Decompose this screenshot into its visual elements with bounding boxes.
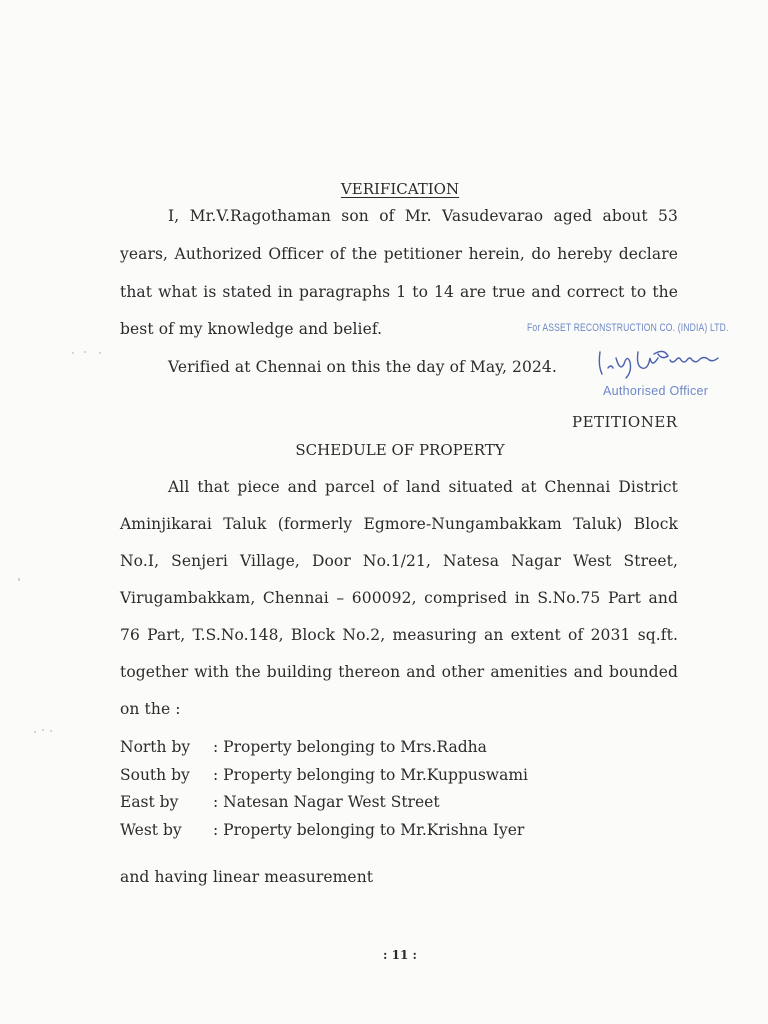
verification-line-3: that what is stated in paragraphs 1 to 14 are true and correct to the	[120, 283, 678, 301]
schedule-heading: SCHEDULE OF PROPERTY	[295, 441, 505, 459]
verification-line-1: I, Mr.V.Ragothaman son of Mr. Vasudevarao aged about 53	[168, 207, 678, 225]
scan-speck	[72, 352, 74, 354]
schedule-line-7: on the :	[120, 700, 181, 718]
petitioner-label: PETITIONER	[572, 413, 678, 431]
boundary-value: : Property belonging to Mr.Kuppuswami	[213, 766, 528, 784]
schedule-line-3: No.I, Senjeri Village, Door No.1/21, Natesa Nagar West Street,	[120, 552, 678, 570]
scan-speck	[99, 352, 101, 354]
scan-speck	[50, 730, 52, 732]
boundary-value: : Natesan Nagar West Street	[213, 793, 440, 811]
scan-speck	[42, 729, 44, 731]
boundary-value: : Property belonging to Mrs.Radha	[213, 738, 487, 756]
scan-speck	[84, 351, 86, 353]
company-stamp: For ASSET RECONSTRUCTION CO. (INDIA) LTD.	[527, 322, 729, 334]
verified-line: Verified at Chennai on this the day of May, 2024.	[168, 358, 557, 376]
schedule-line-1: All that piece and parcel of land situated at Chennai District	[168, 478, 678, 496]
boundary-direction: West by	[120, 821, 182, 839]
boundary-direction: South by	[120, 766, 190, 784]
boundary-value: : Property belonging to Mr.Krishna Iyer	[213, 821, 525, 839]
boundary-direction: North by	[120, 738, 191, 756]
schedule-line-4: Virugambakkam, Chennai – 600092, comprised in S.No.75 Part and	[120, 589, 678, 607]
schedule-line-2: Aminjikarai Taluk (formerly Egmore-Nungambakkam Taluk) Block	[120, 515, 678, 533]
schedule-line-5: 76 Part, T.S.No.148, Block No.2, measuring an extent of 2031 sq.ft.	[120, 626, 678, 644]
schedule-line-6: together with the building thereon and other amenities and bounded	[120, 663, 678, 681]
signature	[594, 344, 724, 388]
scan-speck	[18, 578, 20, 581]
verification-heading: VERIFICATION	[340, 180, 460, 198]
scan-speck	[34, 731, 36, 733]
verification-line-2: years, Authorized Officer of the petitioner herein, do hereby declare	[120, 245, 678, 263]
page-number: : 11 :	[383, 948, 417, 962]
boundary-direction: East by	[120, 793, 179, 811]
verification-line-4: best of my knowledge and belief.	[120, 320, 383, 338]
closing-line: and having linear measurement	[120, 868, 374, 886]
authorised-officer-stamp: Authorised Officer	[603, 384, 709, 398]
